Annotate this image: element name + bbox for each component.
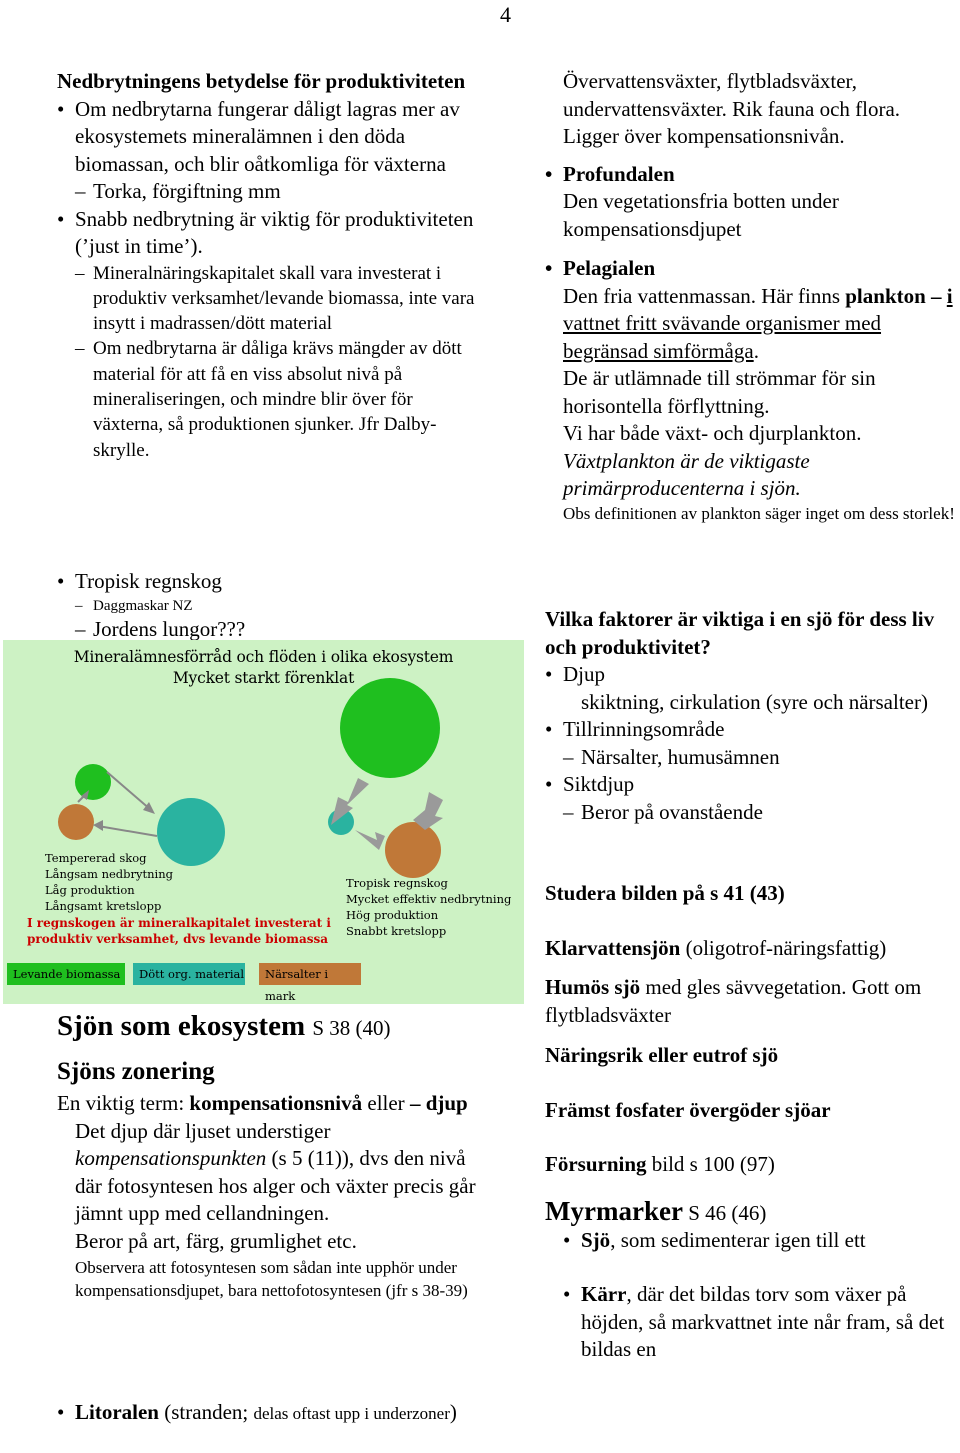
nutrients-circle-medium	[385, 822, 441, 878]
sub-bullet-item: – Torka, förgiftning mm	[75, 178, 482, 206]
humic-lake	[545, 974, 957, 1029]
mires-ref: S 46 (46)	[688, 1200, 767, 1225]
text: i	[946, 283, 953, 308]
text: med gles sävvegetation. Gott om flytbladsväxter	[545, 975, 922, 1027]
text: , där det bildas torv som växer på höjden, så markvattnet inte når fram, så det bildas en	[581, 1282, 945, 1361]
acidification-note	[545, 1151, 957, 1179]
littoral-continuation: Övervattensväxter, flytbladsväxter, undervattensväxter. Rik fauna och flora. Ligger över kompensationsnivån.	[563, 69, 901, 148]
diagram-title: Mineralämnesförråd och flöden i olika ekosystem	[73, 648, 454, 666]
text: Det djup där ljuset understiger	[75, 1118, 331, 1143]
definition-observation: Observera att fotosyntesen som sådan inte upphör under kompensationsdjupet, bara nettofotosyntesen (jfr s 38-39)	[75, 1258, 468, 1300]
term: Sjö	[581, 1227, 611, 1252]
factors-question: Vilka faktorer är viktiga i en sjö för dess liv och produktivitet?	[545, 607, 935, 659]
note-line: produktiv verksamhet, dvs levande biomassa	[27, 931, 329, 946]
text: bild s 100 (97)	[646, 1152, 775, 1176]
bullet-item: • Djup	[545, 661, 960, 689]
text: –	[925, 283, 947, 308]
right-column-factors	[545, 606, 960, 826]
definition-block	[75, 1118, 482, 1303]
label-line: Långsam nedbrytning	[45, 867, 173, 881]
bullet-item	[57, 1398, 457, 1426]
definition-paragraph	[75, 1118, 482, 1228]
bullet-item	[563, 1227, 957, 1255]
text: En viktig term:	[57, 1091, 190, 1115]
pelagial-title: • Pelagialen	[545, 255, 957, 283]
left-column-top	[57, 68, 482, 463]
lake-type-term: Humös sjö	[545, 975, 641, 999]
littoral-item	[57, 1398, 457, 1426]
text: (oligotrof-näringsfattig)	[680, 935, 887, 960]
text: eller	[362, 1091, 410, 1115]
living-biomass-circle-large	[340, 678, 440, 778]
term-paragraph	[57, 1090, 482, 1118]
clear-lake	[545, 935, 957, 963]
profundal-text: Den vegetationsfria botten under kompensationsdjupet	[563, 189, 839, 241]
legend-living-biomass: Levande biomassa	[7, 963, 125, 985]
sub-bullet-item: – Beror på ovanstående	[563, 799, 960, 827]
bullet-item: • Tropisk regnskog	[57, 568, 482, 596]
label-line: Snabbt kretslopp	[346, 924, 447, 938]
lake-title: Sjön som ekosystem	[57, 1010, 306, 1042]
section-heading: Nedbrytningens betydelse för produktiviteten	[57, 69, 466, 93]
lake-section	[57, 1008, 482, 1302]
label-line: Långsamt kretslopp	[45, 899, 162, 913]
label-line: Tempererad skog	[45, 851, 147, 865]
pelagial-note: Obs definitionen av plankton säger inget om dess storlek!	[563, 503, 955, 523]
pelagial-text: Vi har både växt- och djurplankton.	[563, 421, 862, 445]
nutrients-circle-small	[58, 804, 94, 840]
pelagial-italic: Växtplankton är de viktigaste primärproducenterna i sjön.	[563, 448, 810, 500]
term: Försurning	[545, 1152, 647, 1176]
bullet-item	[563, 1281, 957, 1364]
text: (s 5 (11)), dvs den nivå där fotosyntesen hos alger och växter precis går jämnt upp med cellandningen.	[75, 1146, 476, 1225]
bullet-item: • Snabb nedbrytning är viktig för produktiviteten (’just in time’).	[57, 206, 482, 261]
zonation-heading: Sjöns zonering	[57, 1058, 215, 1085]
text: , som sedimenterar igen till ett	[610, 1227, 866, 1252]
term: kompensationsnivå	[189, 1091, 363, 1115]
page-number: 4	[500, 2, 511, 27]
bullet-item: • Om nedbrytarna fungerar dåligt lagras mer av ekosystemets mineralämnen i den döda biomassan, och blir oåtkomliga för växterna	[57, 96, 482, 179]
pelagial-definition	[563, 283, 957, 366]
eutrophic-lake: Näringsrik eller eutrof sjö	[545, 1043, 779, 1067]
term-suffix: – djup	[409, 1091, 468, 1115]
legend-nutrients: Närsalter i mark	[259, 963, 361, 985]
diagram-subtitle: Mycket starkt förenklat	[172, 669, 355, 687]
sub-bullet-item: – Mineralnäringskapitalet skall vara investerat i produktiv verksamhet/levande biomassa, inte vara insytt i madrassen/dött material	[75, 261, 482, 337]
term: Kärr	[581, 1282, 627, 1306]
littoral-term: Litoralen	[75, 1400, 159, 1424]
lake-type-term: Klarvattensjön	[545, 935, 681, 960]
right-column-lake-types	[545, 880, 957, 1364]
label-line: Hög produktion	[346, 908, 439, 922]
label-line: Tropisk regnskog	[346, 876, 448, 890]
right-column-zones	[545, 68, 957, 525]
sub-bullet-item: – Daggmaskar NZ	[75, 596, 482, 616]
rainforest-note	[27, 916, 331, 947]
living-biomass-circle-small	[75, 764, 111, 800]
mires-title: Myrmarker	[545, 1195, 683, 1226]
pelagial-block	[563, 283, 957, 526]
pelagial-text: De är utlämnade till strömmar för sin horisontella förflyttning.	[563, 366, 876, 418]
legend-dead-material: Dött org. material	[133, 963, 245, 985]
label-line: Låg produktion	[45, 883, 135, 897]
sub-bullet-item: – Om nedbrytarna är dåliga krävs mängder av dött material för att få en viss absolut nivå på mineraliseringen, och mindre blir över för växterna, så produktionen sjunker. Jfr Dalby-skrylle.	[75, 336, 482, 462]
bullet-item: • Siktdjup	[545, 771, 960, 799]
text: (stranden;	[159, 1400, 254, 1424]
definition-note: Beror på art, färg, grumlighet etc.	[75, 1228, 357, 1253]
temperate-forest-label	[45, 850, 173, 914]
text: Den fria vattenmassan. Här finns	[563, 283, 846, 308]
sub-bullet-item: – Närsalter, humusämnen	[563, 744, 960, 772]
ecosystem-diagram	[3, 640, 524, 1004]
text: delas oftast upp i underzoner	[253, 1404, 450, 1423]
plankton-term: plankton	[845, 283, 926, 308]
italic-term: kompensationspunkten	[75, 1146, 267, 1170]
text: .	[753, 338, 759, 363]
text: )	[449, 1400, 457, 1424]
note-line: I regnskogen är mineralkapitalet investerat i	[27, 916, 331, 930]
label-line: Mycket effektiv nedbrytning	[346, 892, 512, 906]
underlined-definition: vattnet fritt svävande organismer med begränsad simförmåga	[563, 311, 882, 363]
sub-bullet-item: – Jordens lungor???	[75, 616, 482, 644]
bullet-item: • Tillrinningsområde	[545, 716, 960, 744]
left-column-rainforest	[57, 568, 482, 643]
lake-title-ref: S 38 (40)	[312, 1016, 391, 1040]
rainforest-label	[346, 875, 511, 939]
study-note: Studera bilden på s 41 (43)	[545, 881, 785, 905]
diagram-graphic	[3, 640, 524, 1004]
mires-heading	[545, 1193, 957, 1231]
profundal-title: • Profundalen	[545, 161, 957, 189]
phosphate-note: Främst fosfater övergöder sjöar	[545, 1097, 831, 1122]
sub-text: skiktning, cirkulation (syre och närsalter)	[581, 689, 928, 714]
lake-heading	[57, 1008, 482, 1046]
